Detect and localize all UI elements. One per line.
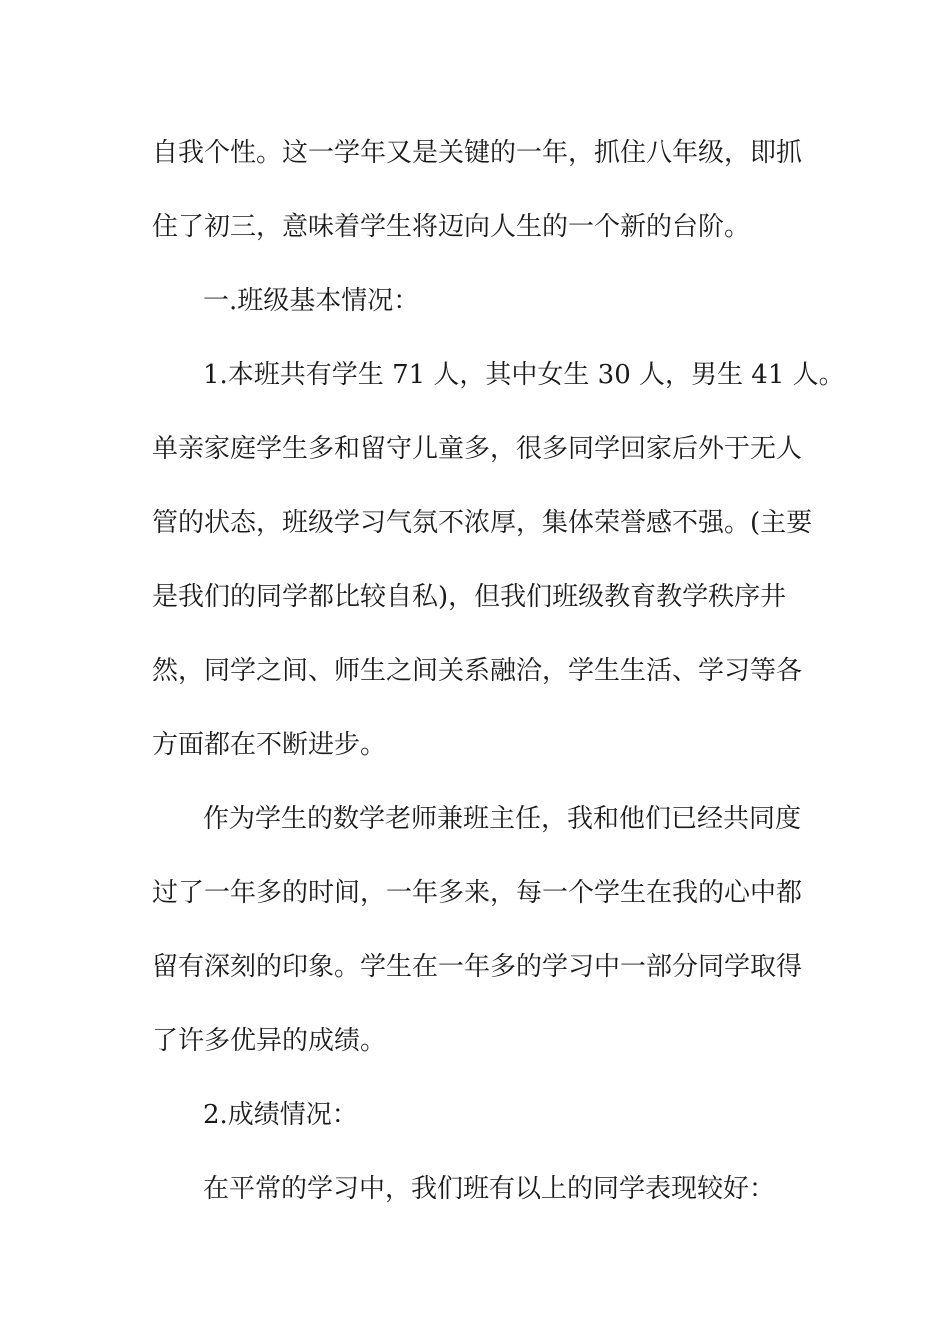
paragraph-line: 了许多优异的成绩。 [152,1026,387,1056]
paragraph-line: 单亲家庭学生多和留守儿童多，很多同学回家后外于无人 [152,434,803,464]
paragraph-line: 过了一年多的时间，一年多来，每一个学生在我的心中都 [152,878,803,908]
paragraph-line: 在平常的学习中，我们班有以上的同学表现较好： [203,1174,776,1204]
paragraph-line: 留有深刻的印象。学生在一年多的学习中一部分同学取得 [152,952,803,982]
paragraph-line: 1.本班共有学生 71 人，其中女生 30 人，男生 41 人。 [203,360,845,390]
paragraph-line: 是我们的同学都比较自私)，但我们班级教育教学秩序井 [152,582,787,612]
section-heading: 2.成绩情况： [203,1100,358,1130]
paragraph-line: 住了初三，意味着学生将迈向人生的一个新的台阶。 [152,212,751,242]
paragraph-line: 管的状态，班级学习气氛不浓厚，集体荣誉感不强。(主要 [152,508,813,538]
paragraph-line: 自我个性。这一学年又是关键的一年，抓住八年级，即抓 [152,138,803,168]
paragraph-line: 作为学生的数学老师兼班主任，我和他们已经共同度 [203,804,802,834]
paragraph-line: 方面都在不断进步。 [152,730,387,760]
paragraph-line: 然，同学之间、师生之间关系融洽，学生生活、学习等各 [152,656,803,686]
section-heading: 一.班级基本情况： [203,286,420,316]
